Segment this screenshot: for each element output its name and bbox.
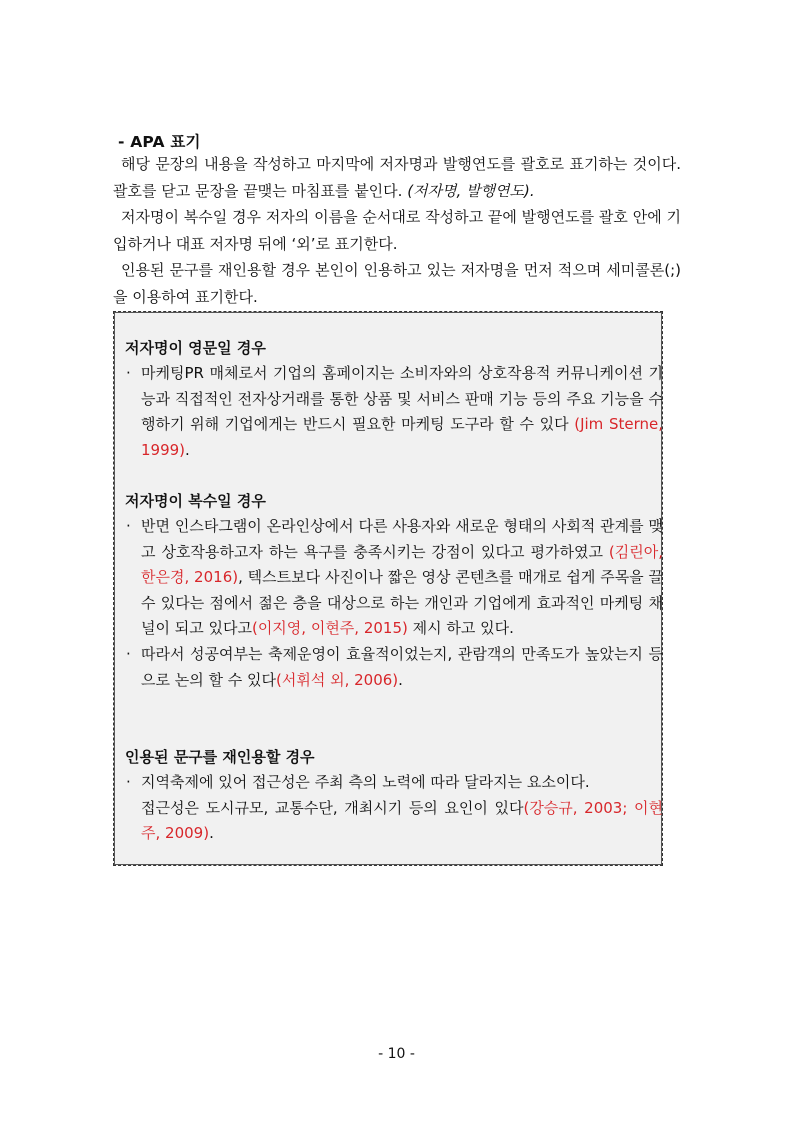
list-item <box>125 770 663 847</box>
section-title-multiple-authors: 저자명이 복수일 경우 <box>125 492 266 510</box>
intro-paragraphs <box>113 151 681 310</box>
intro-paragraph-2: 저자명이 복수일 경우 저자의 이름을 순서대로 작성하고 끝에 발행연도를 괄호 안에 기입하거나 대표 저자명 뒤에 ‘외’로 표기한다. <box>113 208 681 253</box>
section-title-english-author: 저자명이 영문일 경우 <box>125 339 266 357</box>
bullet-line: 지역축제에 있어 접근성은 주최 측의 노력에 따라 달라지는 요소이다. <box>141 773 590 791</box>
bullet-text: 따라서 성공여부는 축제운영이 효율적이었는지, 관람객의 만족도가 높았는지 등으로 논의 할 수 있다 <box>141 644 663 689</box>
intro-paragraph-1 <box>113 151 681 204</box>
citation: (서휘석 외, 2006) <box>276 670 399 689</box>
section-english-author <box>125 335 665 463</box>
list-item <box>125 514 663 642</box>
bullet-text: , 텍스트보다 사진이나 짧은 영상 콘텐츠를 매개로 쉽게 주목을 끌 수 있다는 점에서 젊은 층을 대상으로 하는 개인과 기업에게 효과적인 마케팅 채널이 되고 있다고 <box>141 568 663 638</box>
bullet-dot: · <box>126 644 131 663</box>
bullet-dot: · <box>126 773 131 791</box>
bullet-text: 접근성은 도시규모, 교통수단, 개최시기 등의 요인이 있다 <box>141 798 524 817</box>
section-secondary-citation <box>125 744 665 847</box>
example-box <box>113 311 663 866</box>
citation: (Jim Sterne, 1999) <box>141 415 663 459</box>
bullet-dot: · <box>126 364 131 382</box>
bullet-end: . <box>185 440 190 459</box>
bullet-line <box>141 796 663 847</box>
section-title-secondary-citation: 인용된 문구를 재인용할 경우 <box>125 748 315 766</box>
bullet-text: 제시 하고 있다. <box>407 619 514 638</box>
bullet-end: . <box>398 670 403 689</box>
section-heading: - APA 표기 <box>118 133 201 151</box>
bullet-dot: · <box>126 517 131 535</box>
bullet-text: 반면 인스타그램이 온라인상에서 다른 사용자와 새로운 형태의 사회적 관계를 맺고 상호작용하고자 하는 욕구를 충족시키는 강점이 있다고 평가하였고 <box>141 517 663 561</box>
list-item <box>125 361 663 463</box>
list-item <box>125 642 663 693</box>
format-example: (저자명, 발행연도). <box>407 181 535 200</box>
bullet-text: 마케팅PR 매체로서 기업의 홈페이지는 소비자와의 상호작용적 커뮤니케이션 기능과 직접적인 전자상거래를 통한 상품 및 서비스 판매 기능 등의 주요 기능을 수행하기 위해 기업에게는 반드시 필요한 마케팅 도구라 할 수 있다 <box>141 364 663 434</box>
citation: (이지영, 이현주, 2015) <box>251 619 408 638</box>
intro-paragraph-3: 인용된 문구를 재인용할 경우 본인이 인용하고 있는 저자명을 먼저 적으며 세미콜론(;)을 이용하여 표기한다. <box>113 261 681 306</box>
citation: (강승규, 2003; 이현주, 2009) <box>141 798 663 843</box>
page-number: - 10 - <box>378 1046 415 1062</box>
bullet-end: . <box>209 824 214 843</box>
intro-paragraph-1-text: 해당 문장의 내용을 작성하고 마지막에 저자명과 발행연도를 괄호로 표기하는 것이다. 괄호를 닫고 문장을 끝맺는 마침표를 붙인다. <box>113 155 681 200</box>
citation: (김린아, 한은경, 2016) <box>141 542 663 587</box>
section-multiple-authors <box>125 488 665 693</box>
